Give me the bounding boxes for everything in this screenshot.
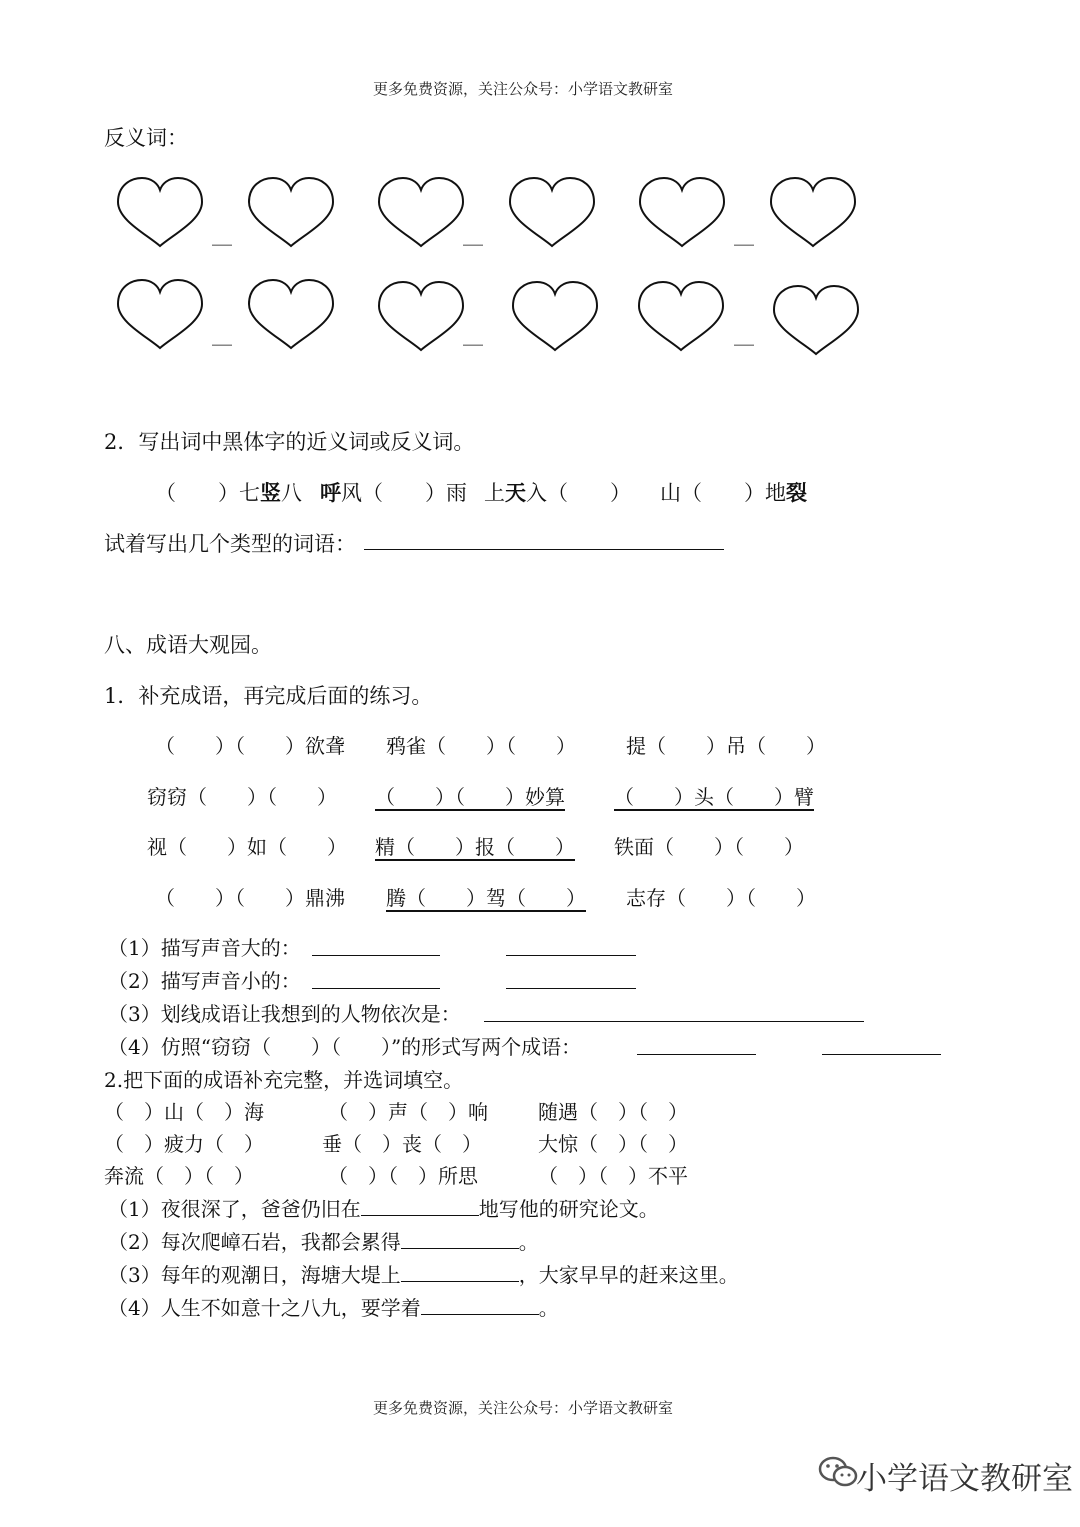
question-2-title: 2．写出词中黑体字的近义词或反义词。: [104, 430, 475, 454]
question-1-title: 1．补充成语，再完成后面的练习。: [104, 684, 433, 708]
heart-icon: [639, 282, 723, 350]
idiom-cell: 大惊（ ）（ ）: [538, 1132, 688, 1156]
heart-icon: [510, 178, 594, 246]
fill-sentence-2: （2）每次爬嶂石岩，我都会累得 。: [108, 1230, 539, 1254]
answer-line[interactable]: [822, 1054, 941, 1055]
answer-line[interactable]: [401, 1230, 519, 1249]
sub-question: （2）描写声音小的：: [108, 969, 301, 993]
answer-line[interactable]: [364, 549, 724, 550]
idiom-cell: （ ）疲力（ ）: [104, 1132, 264, 1156]
fill-sentence-4: （4）人生不如意十之八九，要学着 。: [108, 1296, 559, 1320]
page-header: 更多免费资源，关注公众号：小学语文教研室: [373, 80, 674, 98]
question-2b-title: 2.把下面的成语补充完整，并选词填空。: [104, 1068, 464, 1092]
answer-line[interactable]: [506, 955, 636, 956]
idiom-cell: 窃窃（ ）（ ）: [147, 785, 337, 809]
answer-line[interactable]: [312, 988, 440, 989]
watermark-text: 小学语文教研室: [856, 1461, 1073, 1497]
idiom-item: 山（ ）地裂: [660, 481, 807, 505]
heart-icon: [249, 280, 333, 348]
idiom-cell: 提（ ）吊（ ）: [626, 734, 826, 758]
idiom-cell: （ ）声（ ）响: [328, 1100, 488, 1124]
idiom-item: 上天入（ ）: [484, 481, 631, 505]
idiom-cell: 垂（ ）丧（ ）: [322, 1132, 482, 1156]
idiom-cell-underlined: 腾（ ）驾（ ）: [386, 886, 586, 910]
heart-icon: [513, 282, 597, 350]
sub-question: （4）仿照“窃窃（ ）（ ）”的形式写两个成语：: [108, 1035, 582, 1059]
idiom-cell-underlined: （ ）头（ ）臂: [614, 785, 814, 809]
answer-line[interactable]: [401, 1263, 519, 1282]
idiom-cell: 奔流（ ）（ ）: [104, 1164, 254, 1188]
fill-sentence-1: （1）夜很深了，爸爸仍旧在 地写他的研究论文。: [108, 1197, 659, 1221]
heart-icon: [771, 178, 855, 246]
answer-line[interactable]: [506, 988, 636, 989]
idiom-cell: 鸦雀（ ）（ ）: [386, 734, 576, 758]
heart-icon: [249, 178, 333, 246]
idiom-cell-underlined: （ ）（ ）妙算: [375, 785, 565, 809]
heart-icon: [118, 178, 202, 246]
antonym-blank: __: [463, 322, 483, 346]
answer-line[interactable]: [421, 1296, 539, 1315]
idiom-cell: （ ）（ ）不平: [538, 1164, 688, 1188]
idiom-cell: 志存（ ）（ ）: [626, 886, 816, 910]
idiom-cell: （ ）（ ）欲聋: [155, 734, 345, 758]
idiom-cell: （ ）山（ ）海: [104, 1100, 264, 1124]
antonym-title: 反义词：: [104, 126, 188, 150]
antonym-blank: __: [734, 222, 754, 246]
idiom-cell: 视（ ）如（ ）: [147, 835, 347, 859]
heart-icon: [379, 178, 463, 246]
antonym-blank: __: [734, 322, 754, 346]
section-8-title: 八、成语大观园。: [104, 633, 272, 657]
idiom-cell: 铁面（ ）（ ）: [614, 835, 804, 859]
idiom-cell: （ ）（ ）所思: [328, 1164, 478, 1188]
idiom-item: 呼风（ ）雨: [320, 481, 467, 505]
fill-sentence-3: （3）每年的观潮日，海塘大堤上 ，大家早早的赶来这里。: [108, 1263, 739, 1287]
antonym-blank: __: [212, 322, 232, 346]
idiom-cell: 随遇（ ）（ ）: [538, 1100, 688, 1124]
antonym-blank: __: [463, 222, 483, 246]
heart-icon: [379, 282, 463, 350]
heart-icon: [118, 280, 202, 348]
idiom-cell-underlined: 精（ ）报（ ）: [375, 835, 575, 859]
heart-icon: [774, 286, 858, 354]
wechat-icon: [818, 1455, 858, 1493]
antonym-blank: __: [212, 222, 232, 246]
answer-line[interactable]: [484, 1021, 864, 1022]
heart-icon: [640, 178, 724, 246]
sub-question: （1）描写声音大的：: [108, 936, 301, 960]
idiom-item: （ ）七竖八: [155, 481, 302, 505]
idiom-cell: （ ）（ ）鼎沸: [155, 886, 345, 910]
word-types-prompt: 试着写出几个类型的词语：: [104, 532, 356, 556]
sub-question: （3）划线成语让我想到的人物依次是：: [108, 1002, 461, 1026]
answer-line[interactable]: [361, 1197, 479, 1216]
heart-grid: [0, 0, 1080, 400]
answer-line[interactable]: [312, 955, 440, 956]
answer-line[interactable]: [637, 1054, 756, 1055]
page-footer: 更多免费资源，关注公众号：小学语文教研室: [373, 1399, 674, 1417]
